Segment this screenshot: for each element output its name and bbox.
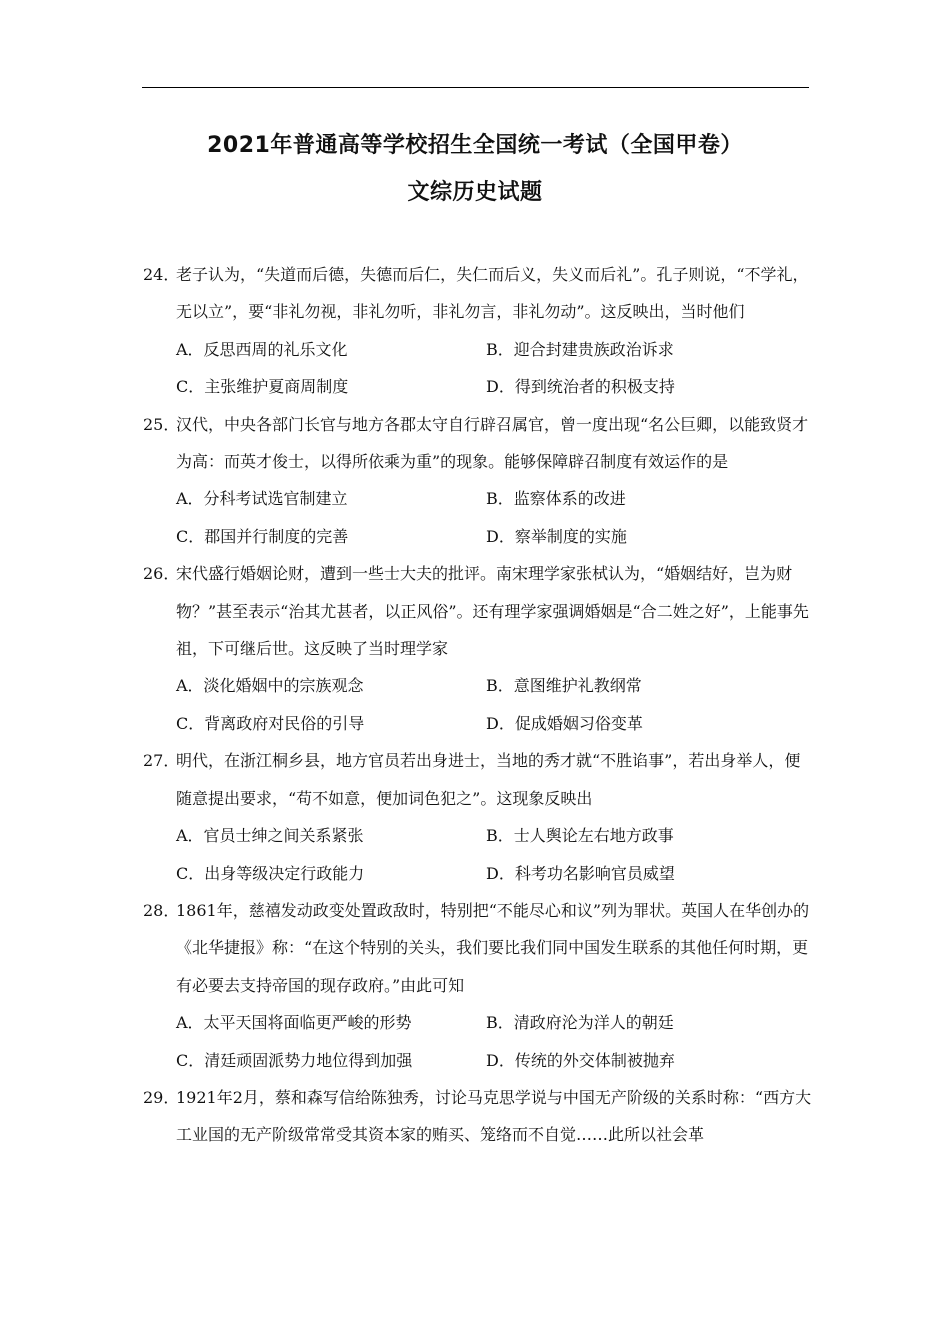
question-stem: 1921年2月，蔡和森写信给陈独秀，讨论马克思学说与中国无产阶级的关系时称：“西方大工业国的无产阶级常常受其资本家的贿买、笼络而不自觉……此所以社会革 xyxy=(176,1087,812,1145)
option-group xyxy=(143,667,813,742)
option-a[interactable]: A．官员士绅之间关系紧张 xyxy=(176,826,364,846)
option-group xyxy=(143,331,813,406)
option-d[interactable]: D．得到统治者的积极支持 xyxy=(486,377,675,397)
question-number: 27． xyxy=(143,751,180,771)
option-a[interactable]: A．太平天国将面临更严峻的形势 xyxy=(176,1013,412,1033)
question-26 xyxy=(143,555,813,742)
question-number: 26． xyxy=(143,564,180,584)
option-d[interactable]: D．传统的外交体制被抛弃 xyxy=(486,1050,675,1070)
question-27 xyxy=(143,742,813,892)
option-c[interactable]: C．郡国并行制度的完善 xyxy=(176,526,349,546)
option-b[interactable]: B．清政府沦为洋人的朝廷 xyxy=(486,1013,674,1033)
header-rule xyxy=(142,87,809,88)
exam-title: 2021年普通高等学校招生全国统一考试（全国甲卷） xyxy=(207,133,743,158)
option-d[interactable]: D．科考功名影响官员威望 xyxy=(486,863,675,883)
option-b[interactable]: B．意图维护礼教纲常 xyxy=(486,676,642,696)
question-29 xyxy=(143,1079,813,1154)
option-a[interactable]: A．反思西周的礼乐文化 xyxy=(176,339,348,359)
option-b[interactable]: B．监察体系的改进 xyxy=(486,489,626,509)
exam-subtitle: 文综历史试题 xyxy=(407,180,543,205)
question-25 xyxy=(143,406,813,556)
option-a[interactable]: A．淡化婚姻中的宗族观念 xyxy=(176,676,364,696)
option-c[interactable]: C．背离政府对民俗的引导 xyxy=(176,713,365,733)
question-28 xyxy=(143,892,813,1079)
question-number: 29． xyxy=(143,1087,180,1107)
question-stem: 宋代盛行婚姻论财，遭到一些士大夫的批评。南宋理学家张栻认为，“婚姻结好，岂为财物？”甚至表示“治其尤甚者，以正风俗”。还有理学家强调婚姻是“合二姓之好”，上能事先祖，下可继后世。这反映了当时理学家 xyxy=(176,564,809,659)
question-number: 24． xyxy=(143,265,180,284)
option-d[interactable]: D．促成婚姻习俗变革 xyxy=(486,713,643,733)
question-number: 25． xyxy=(143,414,180,434)
option-a[interactable]: A．分科考试选官制建立 xyxy=(176,489,348,509)
question-stem: 汉代，中央各部门长官与地方各郡太守自行辟召属官，曾一度出现“名公巨卿，以能致贤才为高：而英才俊士，以得所依乘为重”的现象。能够保障辟召制度有效运作的是 xyxy=(176,414,809,472)
option-d[interactable]: D．察举制度的实施 xyxy=(486,526,627,546)
question-list xyxy=(143,256,813,1154)
question-stem: 老子认为，“失道而后德，失德而后仁，失仁而后义，失义而后礼”。孔子则说，“不学礼，无以立”，要“非礼勿视，非礼勿听，非礼勿言，非礼勿动”。这反映出，当时他们 xyxy=(176,265,809,322)
question-stem: 明代，在浙江桐乡县，地方官员若出身进士，当地的秀才就“不胜谄事”，若出身举人，便随意提出要求，“苟不如意，便加词色犯之”。这现象反映出 xyxy=(176,751,801,808)
option-c[interactable]: C．主张维护夏商周制度 xyxy=(176,377,349,397)
question-stem: 1861年，慈禧发动政变处置政敌时，特别把“不能尽心和议”列为罪状。英国人在华创办的《北华捷报》称：“在这个特别的关头，我们要比我们同中国发生联系的其他任何时期，更有必要去支持帝国的现存政府。”由此可知 xyxy=(176,900,810,995)
option-c[interactable]: C．出身等级决定行政能力 xyxy=(176,863,365,883)
option-b[interactable]: B．士人舆论左右地方政事 xyxy=(486,826,674,846)
question-24 xyxy=(143,256,813,406)
option-c[interactable]: C．清廷顽固派势力地位得到加强 xyxy=(176,1050,413,1070)
option-b[interactable]: B．迎合封建贵族政治诉求 xyxy=(486,339,674,359)
option-group xyxy=(143,1004,813,1079)
option-group xyxy=(143,817,813,892)
option-group xyxy=(143,480,813,555)
question-number: 28． xyxy=(143,900,180,920)
